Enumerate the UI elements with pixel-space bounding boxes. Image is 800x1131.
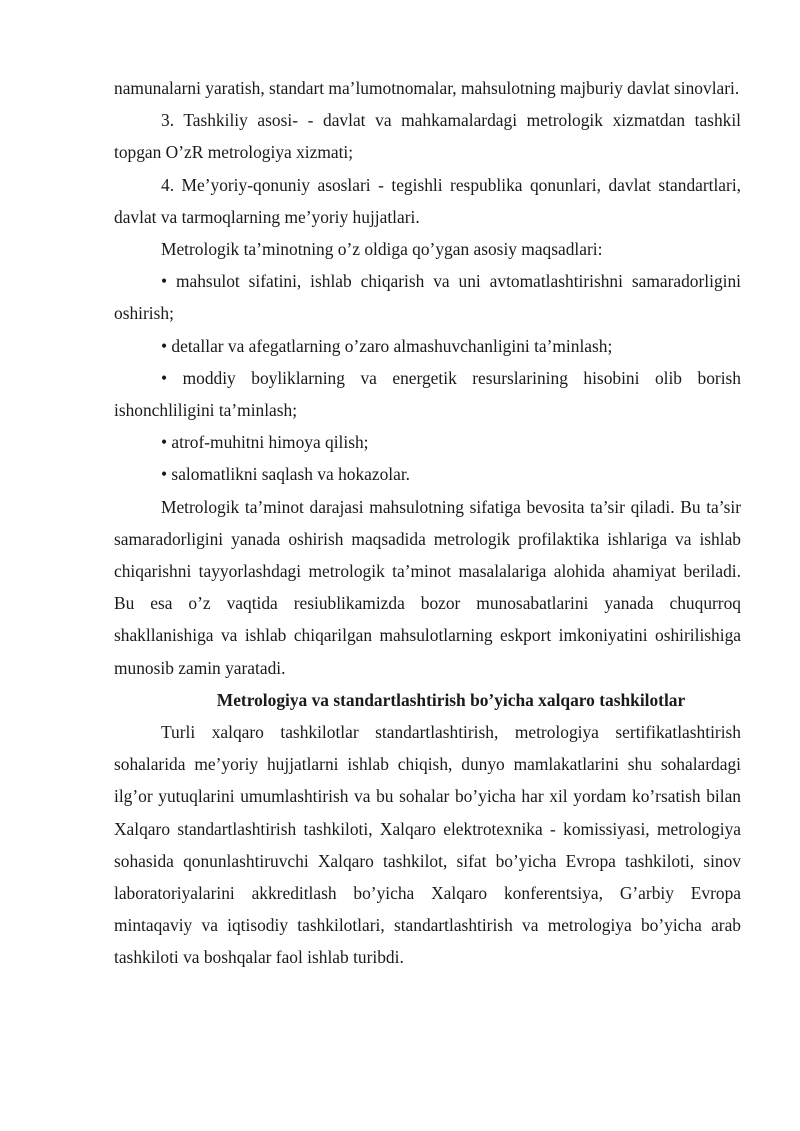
paragraph: 4. Me’yoriy-qonuniy asoslari - tegishli respublika qonunlari, davlat standartlari, davlat va tarmoqlarning me’yoriy hujjatlari. [114, 174, 741, 227]
paragraph: Metrologik ta’minot darajasi mahsulotning sifatiga bevosita ta’sir qiladi. Bu ta’sir samaradorligini yanada oshirish maqsadida metrologik profilaktika ishlariga va ishlab chiqarishni tayyorlashdagi metrologik ta’minot masalalariga alohida ahamiyat beriladi. Bu esa o’z vaqtida resiublikamizda bozor munosabatlarini yanada chuqurroq shakllanishiga va ishlab chiqarilgan mahsulotlarning eskport imkoniyatini oshirilishiga munosib zamin yaratadi. [114, 496, 741, 678]
document-body [114, 72, 741, 974]
paragraph: namunalarni yaratish, standart ma’lumotnomalar, mahsulotning majburiy davlat sinovlari. [114, 78, 740, 98]
bullet-item: • mahsulot sifatini, ishlab chiqarish va uni avtomatlashtirishni samaradorligini oshirish; [114, 271, 741, 324]
bullet-item: • moddiy boyliklarning va energetik resurslarining hisobini olib borish ishonchliligini ta’minlash; [114, 367, 741, 421]
bullet-item: • salomatlikni saqlash va hokazolar. [161, 464, 411, 485]
bullet-item: • detallar va afegatlarning o’zaro almashuvchanligini ta’minlash; [161, 335, 613, 356]
paragraph: Metrologik ta’minotning o’z oldiga qo’ygan asosiy maqsadlari: [161, 239, 603, 260]
bullet-item: • atrof-muhitni himoya qilish; [161, 432, 369, 453]
paragraph: 3. Tashkiliy asosi- - davlat va mahkamalardagi metrologik xizmatdan tashkil topgan O’zR metrologiya xizmati; [114, 110, 741, 163]
section-heading: Metrologiya va standartlashtirish bo’yicha xalqaro tashkilotlar [216, 689, 686, 710]
paragraph: Turli xalqaro tashkilotlar standartlashtirish, metrologiya sertifikatlashtirish sohalarida me’yoriy hujjatlarni ishlab chiqish, dunyo mamlakatlarini shu sohalardagi ilg’or yutuqlarini umumlashtirish va bu sohalar bo’yicha har xil yordam ko’rsatish bilan Xalqaro standartlashtirish tashkiloti, Xalqaro elektrotexnika - komissiyasi, metrologiya sohasida qonunlashtiruvchi Xalqaro tashkilot, sifat bo’yicha Evropa tashkiloti, sinov laboratoriyalarini akkreditlash bo’yicha Xalqaro konferentsiya, G’arbiy Evropa mintaqaviy va iqtisodiy tashkilotlari, standartlashtirish va metrologiya bo’yicha arab tashkiloti va boshqalar faol ishlab turibdi. [114, 722, 741, 968]
